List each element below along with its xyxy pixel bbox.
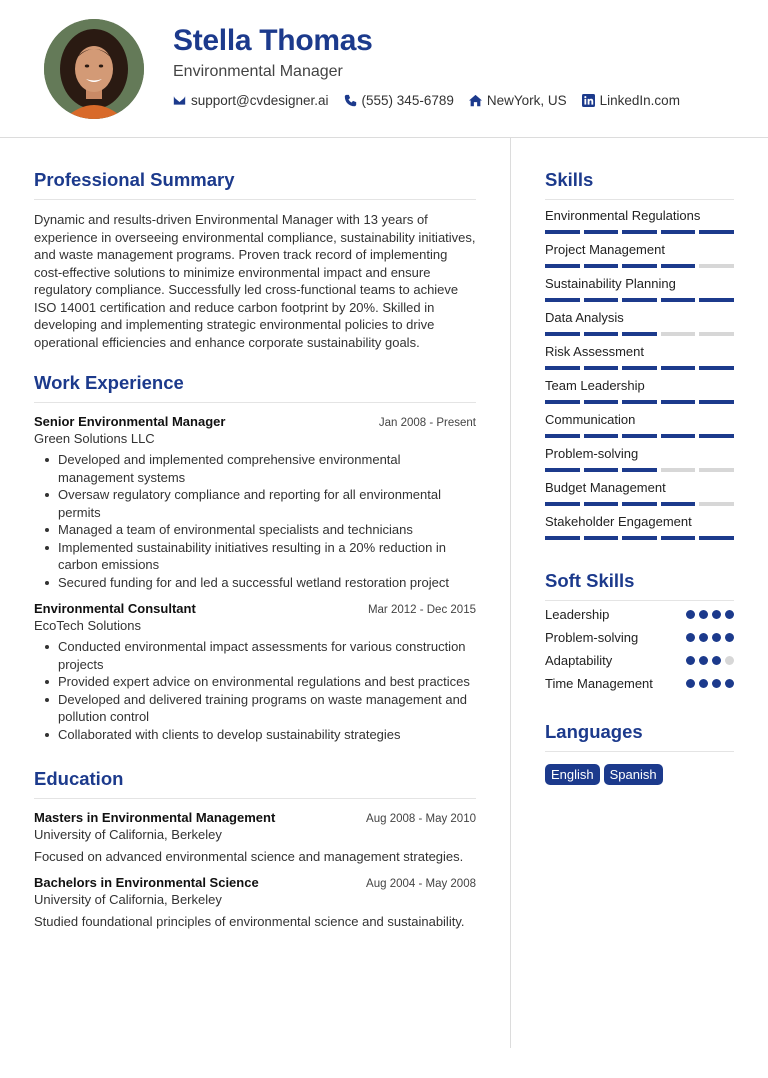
contact-linkedin-text: LinkedIn.com	[599, 93, 680, 108]
language-badge: Spanish	[604, 764, 663, 785]
soft-skill-item	[545, 606, 734, 624]
skill-item	[545, 242, 734, 268]
skill-level-segment	[661, 468, 696, 472]
rating-dot	[712, 679, 721, 688]
education-entry	[34, 810, 476, 866]
skill-level-segment	[661, 502, 696, 506]
skill-level-segment	[661, 366, 696, 370]
skill-level-segment	[545, 298, 580, 302]
skill-level-bar	[545, 468, 734, 472]
skill-level-segment	[622, 434, 657, 438]
job-role: Environmental Consultant	[34, 601, 196, 616]
job-entry	[34, 414, 476, 591]
skill-level-segment	[584, 434, 619, 438]
envelope-icon	[173, 94, 186, 107]
candidate-title: Environmental Manager	[173, 63, 343, 80]
job-bullet: Managed a team of environmental specialists and technicians	[34, 521, 476, 539]
skill-item	[545, 378, 734, 404]
soft-skill-name: Problem-solving	[545, 630, 639, 645]
job-bullet: Implemented sustainability initiatives resulting in a 20% reduction in carbon emissions	[34, 539, 476, 574]
skills-heading: Skills	[545, 169, 734, 200]
job-dates: Mar 2012 - Dec 2015	[367, 604, 476, 616]
skill-level-segment	[622, 536, 657, 540]
job-bullet: Collaborated with clients to develop sustainability strategies	[34, 726, 476, 744]
skill-level-segment	[584, 468, 619, 472]
soft-skill-item	[545, 675, 734, 693]
skill-item	[545, 412, 734, 438]
skill-level-segment	[622, 502, 657, 506]
soft-skill-name: Adaptability	[545, 653, 613, 668]
skill-name: Sustainability Planning	[545, 276, 676, 291]
soft-skill-rating	[686, 633, 734, 647]
skill-level-segment	[622, 468, 657, 472]
rating-dot	[725, 633, 734, 642]
candidate-name: Stella Thomas	[173, 24, 373, 57]
rating-dot	[725, 610, 734, 619]
job-bullet: Conducted environmental impact assessments for various construction projects	[34, 638, 476, 673]
skill-level-segment	[584, 366, 619, 370]
rating-dot	[699, 656, 708, 665]
skill-level-bar	[545, 502, 734, 506]
education-heading: Education	[34, 768, 476, 799]
profile-photo	[44, 19, 144, 119]
skill-level-segment	[699, 400, 734, 404]
skill-item	[545, 446, 734, 472]
rating-dot	[686, 656, 695, 665]
skill-level-bar	[545, 434, 734, 438]
contact-location	[469, 93, 567, 108]
rating-dot	[712, 610, 721, 619]
contact-phone-text: (555) 345-6789	[361, 93, 454, 108]
skill-level-segment	[545, 332, 580, 336]
rating-dot	[686, 610, 695, 619]
skill-level-segment	[699, 536, 734, 540]
job-entry	[34, 601, 476, 743]
skill-level-bar	[545, 366, 734, 370]
job-bullet: Secured funding for and led a successful wetland restoration project	[34, 574, 476, 592]
skill-level-segment	[622, 264, 657, 268]
soft-skill-rating	[686, 679, 734, 693]
job-bullet: Developed and implemented comprehensive environmental management systems	[34, 451, 476, 486]
skill-level-segment	[699, 230, 734, 234]
edu-school: University of California, Berkeley	[34, 827, 222, 842]
experience-heading: Work Experience	[34, 372, 476, 403]
summary-heading: Professional Summary	[34, 169, 476, 200]
skill-level-segment	[545, 366, 580, 370]
rating-dot	[725, 656, 734, 665]
main-column	[34, 169, 476, 930]
job-role: Senior Environmental Manager	[34, 414, 226, 429]
soft-skill-rating	[686, 610, 734, 624]
skill-level-segment	[661, 264, 696, 268]
rating-dot	[712, 633, 721, 642]
skill-level-segment	[661, 298, 696, 302]
job-bullets	[34, 451, 476, 591]
skill-name: Risk Assessment	[545, 344, 644, 359]
sidebar-column	[545, 169, 734, 785]
edu-degree: Masters in Environmental Management	[34, 810, 276, 825]
edu-degree: Bachelors in Environmental Science	[34, 874, 259, 890]
contact-phone[interactable]	[344, 93, 454, 108]
skill-level-segment	[584, 502, 619, 506]
job-dates: Jan 2008 - Present	[378, 417, 476, 429]
edu-school: University of California, Berkeley	[34, 891, 222, 907]
rating-dot	[699, 610, 708, 619]
skill-name: Team Leadership	[545, 378, 645, 393]
skill-item	[545, 208, 734, 234]
skill-level-segment	[661, 230, 696, 234]
rating-dot	[699, 633, 708, 642]
skill-name: Data Analysis	[545, 310, 624, 325]
skill-level-segment	[622, 366, 657, 370]
skill-name: Project Management	[545, 242, 665, 257]
skill-name: Problem-solving	[545, 446, 639, 461]
skill-item	[545, 514, 734, 540]
skill-name: Communication	[545, 412, 636, 427]
languages-list	[545, 764, 734, 785]
soft-skill-item	[545, 652, 734, 670]
job-company: EcoTech Solutions	[34, 618, 141, 633]
skill-level-segment	[545, 230, 580, 234]
skill-level-segment	[584, 230, 619, 234]
rating-dot	[686, 633, 695, 642]
skill-level-bar	[545, 332, 734, 336]
rating-dot	[725, 679, 734, 688]
skills-list	[545, 208, 734, 540]
skill-item	[545, 276, 734, 302]
rating-dot	[686, 679, 695, 688]
skill-level-segment	[661, 434, 696, 438]
skill-level-bar	[545, 230, 734, 234]
skill-name: Environmental Regulations	[545, 208, 701, 223]
edu-description: Focused on advanced environmental science and management strategies.	[34, 849, 464, 864]
skill-level-segment	[699, 264, 734, 268]
skill-level-bar	[545, 298, 734, 302]
skill-level-segment	[584, 332, 619, 336]
skill-level-segment	[661, 400, 696, 404]
edu-dates: Aug 2008 - May 2010	[366, 813, 476, 825]
contact-bar	[173, 93, 695, 108]
skill-level-segment	[545, 264, 580, 268]
home-icon	[469, 94, 482, 107]
soft-skill-name: Leadership	[545, 607, 610, 622]
skill-level-segment	[545, 434, 580, 438]
skill-name: Stakeholder Engagement	[545, 514, 692, 529]
skill-level-segment	[545, 536, 580, 540]
soft-skill-name: Time Management	[545, 676, 653, 691]
education-entry	[34, 875, 476, 931]
skill-level-segment	[661, 332, 696, 336]
language-badge: English	[545, 764, 600, 785]
summary-text: Dynamic and results-driven Environmental Manager with 13 years of experience in overseeing environmental compliance, sustainability initiatives, and waste management programs. Proven track record of implementing cost-effective solutions to minimize environmental impact and ensure regulatory compliance. Successfully led cross-functional teams to achieve ISO 14001 certification and reduce carbon footprint by 20%. Skilled in developing and implementing strategic environmental policies to drive operational efficiencies and enhance corporate sustainability goals.	[34, 212, 476, 350]
skill-level-segment	[584, 264, 619, 268]
skill-level-segment	[622, 230, 657, 234]
skill-level-bar	[545, 400, 734, 404]
soft-skill-rating	[686, 656, 734, 670]
skill-level-segment	[584, 536, 619, 540]
rating-dot	[699, 679, 708, 688]
edu-dates: Aug 2004 - May 2008	[366, 877, 476, 890]
skill-item	[545, 310, 734, 336]
resume-header	[0, 0, 768, 138]
skill-level-segment	[699, 298, 734, 302]
skill-level-segment	[545, 400, 580, 404]
contact-email[interactable]	[173, 93, 329, 108]
linkedin-icon	[582, 94, 595, 107]
skill-level-segment	[622, 332, 657, 336]
skill-level-segment	[699, 366, 734, 370]
contact-email-text: support@cvdesigner.ai	[191, 93, 329, 108]
languages-heading: Languages	[545, 721, 734, 752]
skill-level-segment	[622, 298, 657, 302]
skill-level-segment	[699, 434, 734, 438]
soft-skills-list	[545, 606, 734, 693]
skill-level-segment	[699, 332, 734, 336]
skill-item	[545, 480, 734, 506]
avatar	[44, 19, 144, 119]
skill-name: Budget Management	[545, 480, 666, 495]
edu-description: Studied foundational principles of environmental science and sustainability.	[34, 913, 465, 929]
job-bullet: Provided expert advice on environmental regulations and best practices	[34, 673, 476, 691]
job-bullet: Oversaw regulatory compliance and reporting for all environmental permits	[34, 486, 476, 521]
skill-level-segment	[622, 400, 657, 404]
job-company: Green Solutions LLC	[34, 431, 155, 446]
skill-level-bar	[545, 536, 734, 540]
phone-icon	[344, 94, 357, 107]
job-bullet: Developed and delivered training programs on waste management and pollution control	[34, 691, 476, 726]
soft-skill-item	[545, 629, 734, 647]
rating-dot	[712, 656, 721, 665]
contact-linkedin[interactable]	[582, 93, 680, 108]
soft-skills-heading: Soft Skills	[545, 570, 734, 601]
skill-level-segment	[545, 502, 580, 506]
skill-level-segment	[584, 298, 619, 302]
skill-level-segment	[699, 468, 734, 472]
column-divider	[510, 138, 511, 1048]
contact-location-text: NewYork, US	[486, 93, 567, 108]
skill-item	[545, 344, 734, 370]
skill-level-bar	[545, 264, 734, 268]
skill-level-segment	[545, 468, 580, 472]
skill-level-segment	[661, 536, 696, 540]
skill-level-segment	[584, 400, 619, 404]
job-bullets	[34, 638, 476, 743]
skill-level-segment	[699, 502, 734, 506]
